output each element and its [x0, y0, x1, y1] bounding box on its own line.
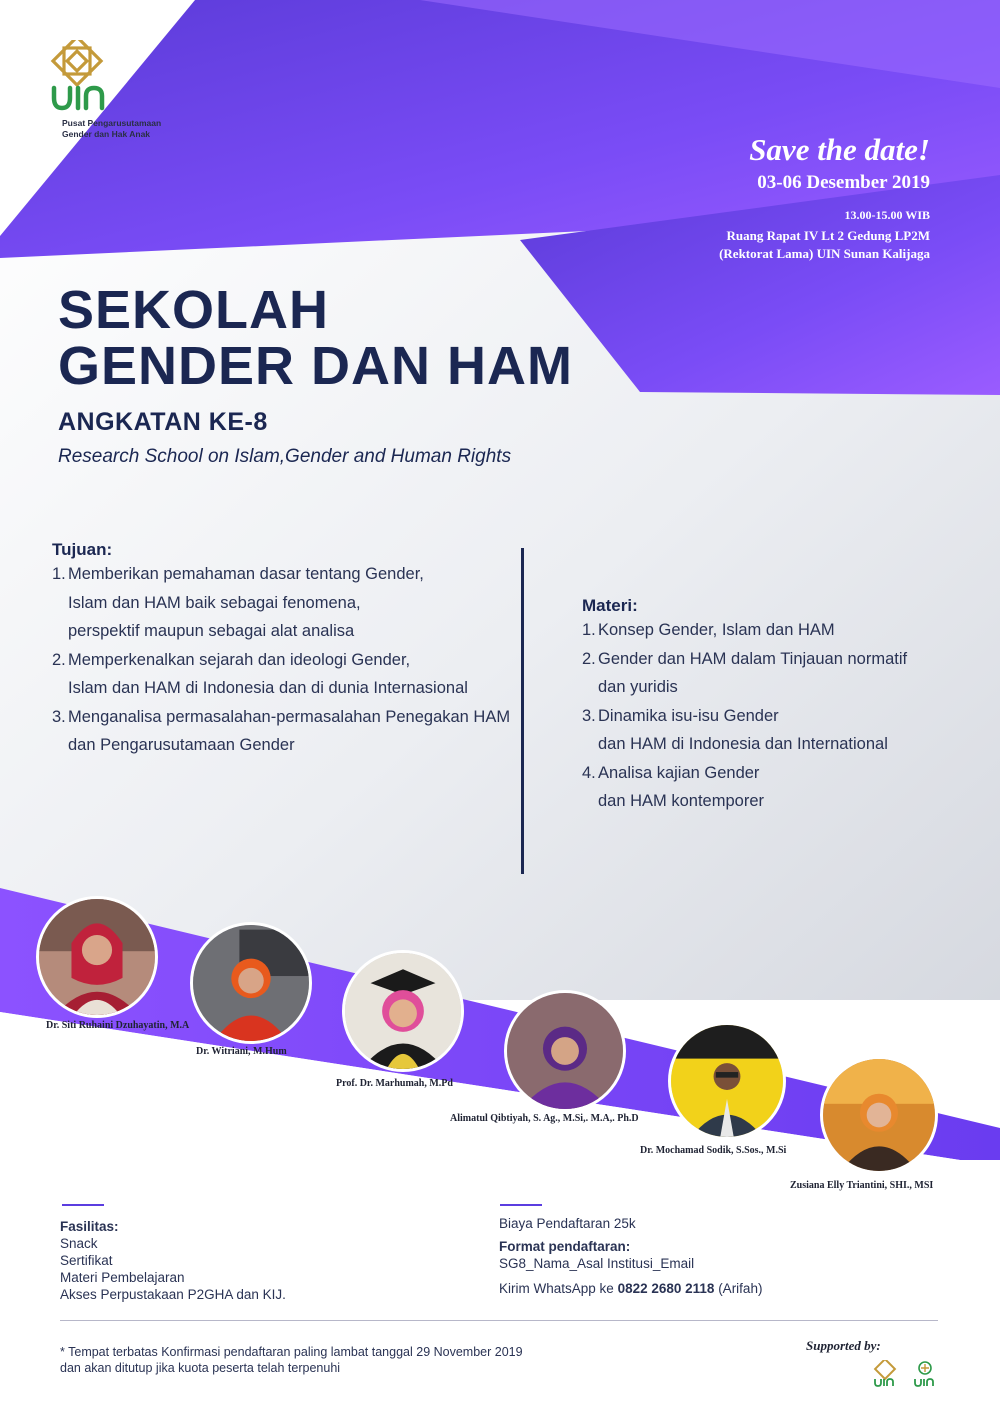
fasilitas-list [60, 1235, 286, 1303]
fasilitas-item: Akses Perpustakaan P2GHA dan KIJ. [60, 1287, 286, 1302]
fasilitas-dash [62, 1204, 104, 1206]
title-line2: GENDER DAN HAM [58, 336, 574, 396]
event-date: 03-06 Desember 2019 [757, 172, 930, 193]
format-label: Format pendaftaran: [499, 1239, 631, 1254]
materi-list [582, 616, 942, 816]
materi-item-2-line-1 [582, 645, 942, 674]
tujuan-item-text: dan Pengarusutamaan Gender [68, 736, 295, 754]
speaker-name-3: Prof. Dr. Marhumah, M.Pd [336, 1078, 453, 1089]
speaker-photo-1 [36, 896, 158, 1018]
materi-item-number: 3. [582, 706, 596, 725]
batch-label: ANGKATAN KE-8 [58, 408, 268, 436]
fasilitas-section [60, 1218, 286, 1303]
materi-item-number [582, 787, 598, 816]
title-line1: SEKOLAH [58, 280, 330, 340]
venue-line2: (Rektorat Lama) UIN Sunan Kalijaga [719, 246, 930, 261]
tujuan-item-text: Menganalisa permasalahan-permasalahan Penegakan HAM [68, 707, 511, 726]
materi-item-text: Konsep Gender, Islam dan HAM [598, 621, 835, 639]
tujuan-item-1-line-3 [52, 617, 522, 646]
speaker-photo-6 [820, 1056, 938, 1174]
speaker-photo-3 [342, 950, 464, 1072]
uin-small-logo-icon [872, 1360, 898, 1388]
speaker-name-1: Dr. Siti Ruhaini Dzuhayatin, M.A [46, 1020, 190, 1031]
tujuan-item-3-line-1 [52, 703, 522, 732]
tujuan-item-number [52, 731, 68, 760]
materi-item-1-line-1 [582, 616, 942, 645]
whatsapp-contact: (Arifah) [718, 1281, 763, 1296]
uin-logo-icon [48, 40, 118, 116]
materi-item-text: Analisa kajian Gender [598, 763, 760, 782]
tujuan-item-number: 1. [52, 565, 66, 583]
speaker-photo-2 [190, 922, 312, 1044]
event-details [719, 132, 930, 263]
materi-item-2-line-2 [582, 673, 942, 702]
materi-item-text: dan yuridis [598, 678, 678, 696]
venue-line1: Ruang Rapat IV Lt 2 Gedung LP2M [726, 228, 930, 243]
materi-item-4-line-1 [582, 759, 942, 788]
materi-item-text: dan HAM di Indonesia dan International [598, 735, 888, 753]
materi-item-number: 1. [582, 621, 596, 639]
tujuan-item-text: Islam dan HAM di Indonesia dan di dunia Internasional [68, 679, 468, 697]
footer-note [60, 1344, 523, 1376]
subtitle: Research School on Islam,Gender and Human Rights [58, 446, 512, 467]
tujuan-item-number: 2. [52, 650, 66, 669]
fasilitas-item: Materi Pembelajaran [60, 1270, 185, 1285]
event-time: 13.00-15.00 WIB [844, 208, 930, 222]
fasilitas-heading: Fasilitas: [60, 1219, 119, 1234]
format-value: SG8_Nama_Asal Institusi_Email [499, 1256, 695, 1271]
event-venue [719, 227, 930, 263]
tujuan-item-number [52, 617, 68, 646]
speaker-photo-5 [668, 1022, 786, 1140]
speaker-name-4: Alimatul Qibtiyah, S. Ag., M.Si,. M.A,. Ph.D [450, 1113, 639, 1124]
registration-fee: Biaya Pendaftaran 25k [499, 1216, 636, 1231]
tujuan-section [52, 540, 522, 760]
materi-item-number: 4. [582, 763, 596, 782]
whatsapp-prefix: Kirim WhatsApp ke [499, 1281, 614, 1296]
speaker-name-6: Zusiana Elly Triantini, SHI., MSI [790, 1180, 934, 1191]
tujuan-item-2-line-1 [52, 646, 522, 675]
speaker-name-2: Dr. Witriani, M.Hum [196, 1046, 287, 1057]
save-the-date: Save the date! [749, 132, 930, 167]
materi-heading: Materi: [582, 596, 638, 615]
tujuan-item-text: Islam dan HAM baik sebagai fenomena, [68, 593, 361, 612]
partner-logo-icon [912, 1360, 938, 1388]
whatsapp-number[interactable]: 0822 2680 2118 [617, 1281, 715, 1296]
tujuan-item-number: 3. [52, 707, 66, 726]
materi-item-4-line-2 [582, 787, 942, 816]
uin-logo [48, 40, 188, 121]
footer-note-line2: dan akan ditutup jika kuota peserta telah terpenuhi [60, 1361, 341, 1375]
logo-caption-line1: Pusat Pengarusutamaan [62, 118, 162, 128]
column-divider [521, 548, 524, 874]
registration-section [499, 1215, 762, 1297]
tujuan-item-3-line-2 [52, 731, 522, 760]
tujuan-item-number [52, 674, 68, 703]
whatsapp-line [499, 1280, 762, 1297]
logo-caption-line2: Gender dan Hak Anak [62, 129, 151, 139]
tujuan-item-text: Memperkenalkan sejarah dan ideologi Gender, [68, 650, 411, 669]
speaker-photo-4 [504, 990, 626, 1112]
tujuan-item-text: perspektif maupun sebagai alat analisa [68, 622, 355, 640]
materi-item-text: Dinamika isu-isu Gender [598, 706, 779, 725]
materi-item-number [582, 730, 598, 759]
logo-caption [62, 118, 161, 140]
footer-note-line1: * Tempat terbatas Konfirmasi pendaftaran paling lambat tanggal 29 November 2019 [60, 1345, 523, 1359]
registration-dash [500, 1204, 542, 1206]
tujuan-item-2-line-2 [52, 674, 522, 703]
fasilitas-item: Snack [60, 1236, 98, 1251]
speaker-name-5: Dr. Mochamad Sodik, S.Sos., M.Si [640, 1145, 787, 1156]
supported-by: Supported by: [806, 1338, 881, 1353]
tujuan-item-1-line-1 [52, 560, 522, 589]
tujuan-heading: Tujuan: [52, 540, 113, 559]
materi-item-3-line-1 [582, 702, 942, 731]
page-title [58, 282, 573, 394]
footer-divider [60, 1320, 938, 1321]
materi-section [582, 596, 942, 816]
materi-item-number [582, 673, 598, 702]
tujuan-item-text: Memberikan pemahaman dasar tentang Gender, [68, 565, 424, 583]
materi-item-text: dan HAM kontemporer [598, 792, 764, 810]
tujuan-item-number [52, 589, 68, 618]
materi-item-number: 2. [582, 649, 596, 668]
materi-item-text: Gender dan HAM dalam Tinjauan normatif [598, 649, 908, 668]
tujuan-item-1-line-2 [52, 589, 522, 618]
tujuan-list [52, 560, 522, 760]
fasilitas-item: Sertifikat [60, 1253, 113, 1268]
materi-item-3-line-2 [582, 730, 942, 759]
